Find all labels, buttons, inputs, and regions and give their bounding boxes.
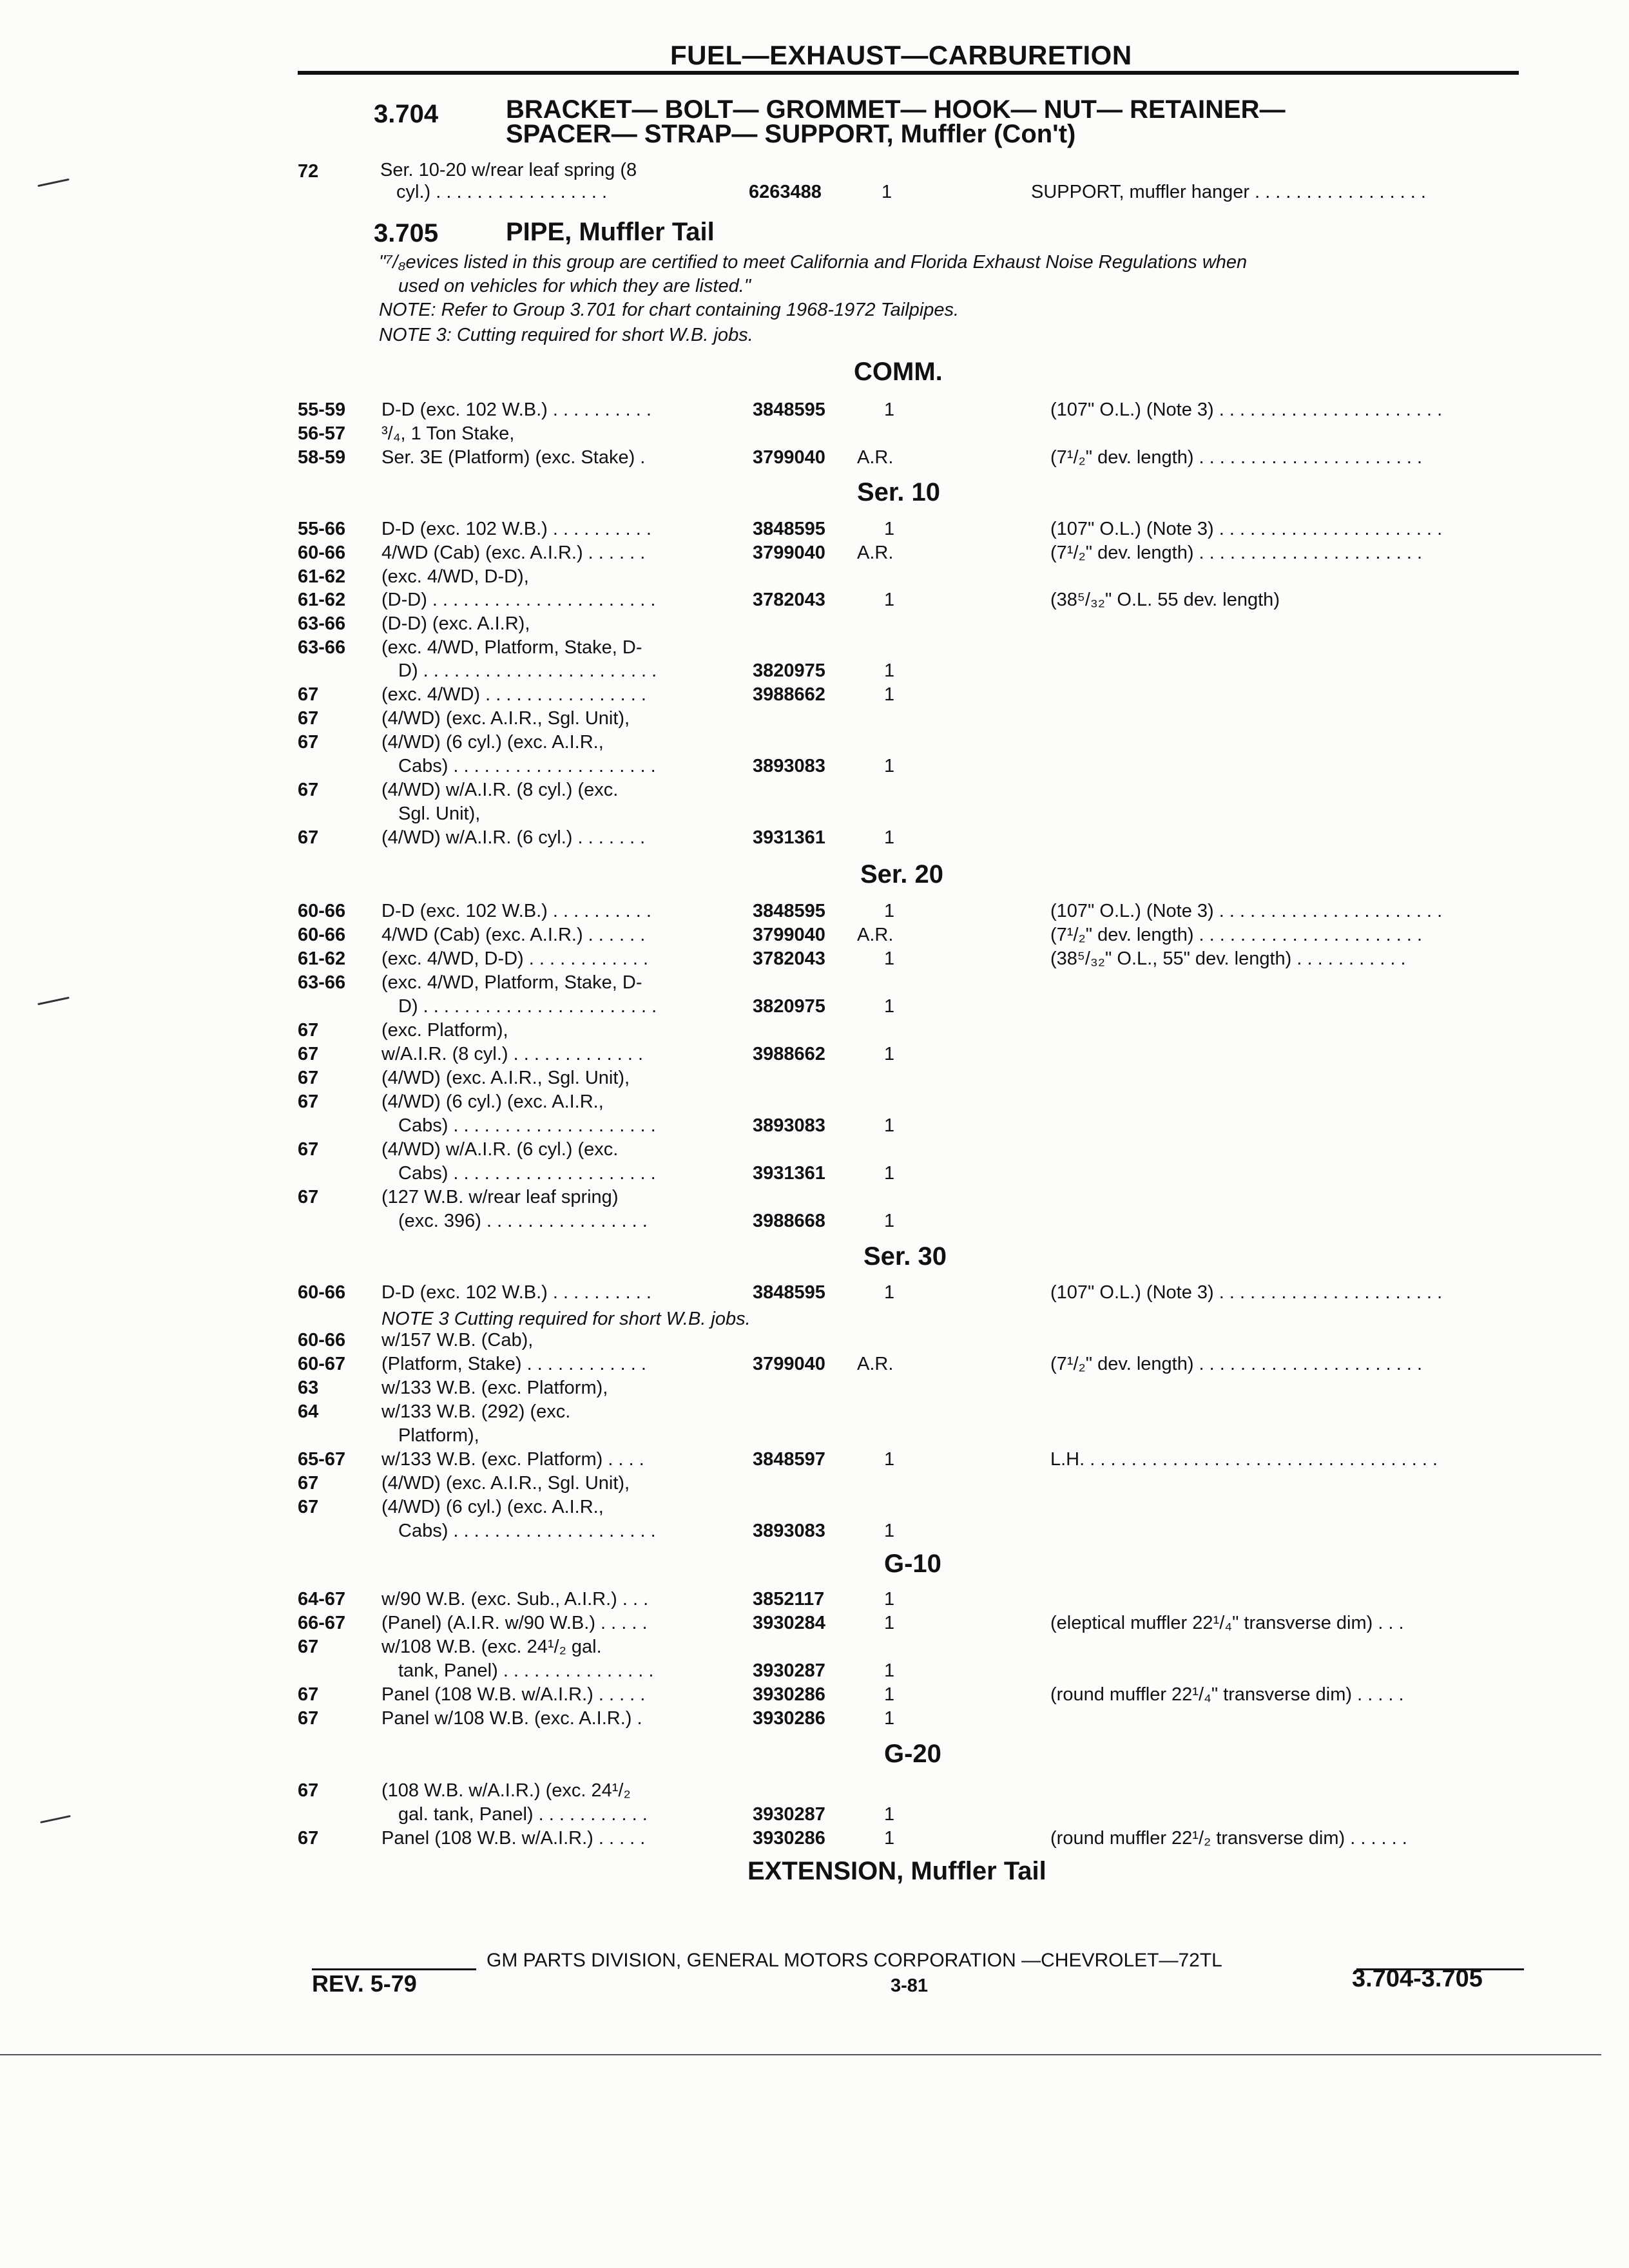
group-heading-comm: COMM. bbox=[854, 358, 943, 386]
row-quantity: 1 bbox=[884, 684, 895, 705]
row-description: w/133 W.B. (292) (exc. bbox=[381, 1401, 571, 1422]
row-quantity: 1 bbox=[884, 1115, 895, 1136]
scan-mark bbox=[40, 1815, 71, 1823]
row-year: 63-66 bbox=[298, 613, 346, 634]
row-year: 60-66 bbox=[298, 901, 346, 921]
row-quantity: A.R. bbox=[857, 447, 894, 468]
row-part-number: 3930286 bbox=[753, 1708, 825, 1729]
row-year: 67 bbox=[298, 1020, 319, 1041]
row-description: Cabs) . . . . . . . . . . . . . . . . . . . . bbox=[398, 1521, 656, 1541]
row-part-number: 3799040 bbox=[753, 925, 825, 945]
row-description: Sgl. Unit), bbox=[398, 803, 481, 824]
row-year: 60-66 bbox=[298, 543, 346, 563]
row-description: (4/WD) (exc. A.I.R., Sgl. Unit), bbox=[381, 708, 630, 729]
row-description: (exc. 4/WD, Platform, Stake, D- bbox=[381, 637, 642, 658]
row-year: 67 bbox=[298, 1139, 319, 1160]
row-part-number: 3848595 bbox=[753, 399, 825, 420]
section-note: NOTE: Refer to Group 3.701 for chart containing 1968-1972 Tailpipes. bbox=[379, 300, 959, 320]
row-description: (4/WD) (6 cyl.) (exc. A.I.R., bbox=[381, 1497, 604, 1517]
row-description: D) . . . . . . . . . . . . . . . . . . . . . . . bbox=[398, 996, 657, 1017]
footer-revision: REV. 5-79 bbox=[312, 1970, 417, 1997]
row-year: 67 bbox=[298, 684, 319, 705]
row-part-number: 3893083 bbox=[753, 756, 825, 776]
row-quantity: 1 bbox=[884, 996, 895, 1017]
row-description: Ser. 3E (Platform) (exc. Stake) . bbox=[381, 447, 646, 468]
section-note: NOTE 3: Cutting required for short W.B. jobs. bbox=[379, 325, 753, 345]
row-quantity: 1 bbox=[884, 1613, 895, 1633]
row-year: 67 bbox=[298, 827, 319, 848]
row-part-number: 3930286 bbox=[753, 1684, 825, 1705]
row-description: NOTE 3 Cutting required for short W.B. jobs. bbox=[381, 1309, 751, 1329]
row-year: 66-67 bbox=[298, 1613, 346, 1633]
row-year: 60-66 bbox=[298, 1330, 346, 1350]
row-part-number: 3799040 bbox=[753, 447, 825, 468]
row-part-number: 3988662 bbox=[753, 1044, 825, 1064]
row-description: 4/WD (Cab) (exc. A.I.R.) . . . . . . bbox=[381, 543, 646, 563]
row-description-cont: cyl.) . . . . . . . . . . . . . . . . . bbox=[396, 182, 608, 202]
row-year: 65-67 bbox=[298, 1449, 346, 1470]
row-description: D-D (exc. 102 W.B.) . . . . . . . . . . bbox=[381, 399, 651, 420]
row-part-number: 3988668 bbox=[753, 1211, 825, 1231]
row-year: 67 bbox=[298, 1497, 319, 1517]
row-quantity: A.R. bbox=[857, 543, 894, 563]
row-part-number: 3848597 bbox=[753, 1449, 825, 1470]
row-part-number: 3848595 bbox=[753, 1282, 825, 1303]
row-description: w/157 W.B. (Cab), bbox=[381, 1330, 534, 1350]
row-description: Platform), bbox=[398, 1425, 479, 1446]
row-description: D-D (exc. 102 W.B.) . . . . . . . . . . bbox=[381, 519, 651, 539]
row-description: Panel (108 W.B. w/A.I.R.) . . . . . bbox=[381, 1684, 646, 1705]
row-year: 67 bbox=[298, 1187, 319, 1207]
row-description: (4/WD) (6 cyl.) (exc. A.I.R., bbox=[381, 1091, 604, 1112]
row-year: 67 bbox=[298, 1637, 319, 1657]
row-description: Cabs) . . . . . . . . . . . . . . . . . . . . bbox=[398, 1163, 656, 1184]
row-quantity: 1 bbox=[884, 948, 895, 969]
row-year: 55-59 bbox=[298, 399, 346, 420]
row-year: 63-66 bbox=[298, 972, 346, 993]
row-part-number: 3931361 bbox=[753, 827, 825, 848]
row-year: 61-62 bbox=[298, 590, 346, 610]
row-quantity: 1 bbox=[884, 399, 895, 420]
footer-company: GM PARTS DIVISION, GENERAL MOTORS CORPORATION —CHEVROLET—72TL bbox=[487, 1950, 1222, 1971]
row-year: 55-66 bbox=[298, 519, 346, 539]
scan-mark bbox=[37, 997, 70, 1005]
row-quantity: 1 bbox=[884, 1282, 895, 1303]
row-description: (exc. Platform), bbox=[381, 1020, 508, 1041]
header-rule bbox=[298, 71, 1519, 75]
row-remark: (7¹/₂" dev. length) . . . . . . . . . . . . . . . . . . . . . . bbox=[1050, 1354, 1423, 1374]
row-quantity: 1 bbox=[884, 1449, 895, 1470]
row-description: Cabs) . . . . . . . . . . . . . . . . . . . . bbox=[398, 756, 656, 776]
row-description: D-D (exc. 102 W.B.) . . . . . . . . . . bbox=[381, 1282, 651, 1303]
row-year: 72 bbox=[298, 161, 319, 182]
row-part-number: 3930287 bbox=[753, 1660, 825, 1681]
row-remark: (eleptical muffler 22¹/₄" transverse dim) . . . bbox=[1050, 1613, 1404, 1633]
row-description: (108 W.B. w/A.I.R.) (exc. 24¹/₂ bbox=[381, 1780, 631, 1801]
row-year: 60-66 bbox=[298, 925, 346, 945]
row-description: w/90 W.B. (exc. Sub., A.I.R.) . . . bbox=[381, 1589, 649, 1610]
row-year: 67 bbox=[298, 1091, 319, 1112]
row-quantity: 1 bbox=[884, 756, 895, 776]
row-description: Ser. 10-20 w/rear leaf spring (8 bbox=[380, 160, 637, 180]
section-number-3704: 3.704 bbox=[374, 100, 439, 128]
row-quantity: 1 bbox=[884, 519, 895, 539]
group-heading-g10: G-10 bbox=[884, 1550, 941, 1578]
row-part-number: 3931361 bbox=[753, 1163, 825, 1184]
row-part-number: 3930284 bbox=[753, 1613, 825, 1633]
row-year: 67 bbox=[298, 1684, 319, 1705]
row-description: Panel (108 W.B. w/A.I.R.) . . . . . bbox=[381, 1828, 646, 1849]
row-quantity: A.R. bbox=[857, 925, 894, 945]
row-description: (4/WD) (exc. A.I.R., Sgl. Unit), bbox=[381, 1068, 630, 1088]
footer-section-ref: 3.704-3.705 bbox=[1352, 1965, 1483, 1992]
row-description: D-D (exc. 102 W.B.) . . . . . . . . . . bbox=[381, 901, 651, 921]
row-description: w/108 W.B. (exc. 24¹/₂ gal. bbox=[381, 1637, 602, 1657]
scan-bottom-line bbox=[0, 2054, 1601, 2055]
row-part-number: 3988662 bbox=[753, 684, 825, 705]
row-description: D) . . . . . . . . . . . . . . . . . . . . . . . bbox=[398, 660, 657, 681]
row-description: (exc. 4/WD) . . . . . . . . . . . . . . . . bbox=[381, 684, 646, 705]
row-part-number: 3799040 bbox=[753, 1354, 825, 1374]
row-year: 67 bbox=[298, 1068, 319, 1088]
row-quantity: 1 bbox=[884, 1804, 895, 1825]
row-description: (Panel) (A.I.R. w/90 W.B.) . . . . . bbox=[381, 1613, 648, 1633]
row-part-number: 3852117 bbox=[753, 1589, 825, 1610]
row-quantity: A.R. bbox=[857, 1354, 894, 1374]
row-year: 58-59 bbox=[298, 447, 346, 468]
row-description: 4/WD (Cab) (exc. A.I.R.) . . . . . . bbox=[381, 925, 646, 945]
row-year: 67 bbox=[298, 1780, 319, 1801]
row-quantity: 1 bbox=[884, 1660, 895, 1681]
row-year: 61-62 bbox=[298, 566, 346, 587]
row-quantity: 1 bbox=[884, 1211, 895, 1231]
row-quantity: 1 bbox=[884, 1163, 895, 1184]
section-title-3704-line1: BRACKET— BOLT— GROMMET— HOOK— NUT— RETAINER— bbox=[506, 95, 1286, 124]
row-quantity: 1 bbox=[884, 1828, 895, 1849]
row-part-number: 3848595 bbox=[753, 901, 825, 921]
row-remark: L.H. . . . . . . . . . . . . . . . . . . . . . . . . . . . . . . . . . . bbox=[1050, 1449, 1438, 1470]
row-quantity: 1 bbox=[884, 660, 895, 681]
row-quantity: 1 bbox=[884, 590, 895, 610]
row-description: ³/₄, 1 Ton Stake, bbox=[381, 423, 515, 444]
row-description: tank, Panel) . . . . . . . . . . . . . . . bbox=[398, 1660, 654, 1681]
row-part-number: 3930286 bbox=[753, 1828, 825, 1849]
row-remark: (38⁵/₃₂" O.L. 55 dev. length) bbox=[1050, 590, 1280, 610]
footer-page-number: 3-81 bbox=[891, 1975, 929, 1996]
row-quantity: 1 bbox=[884, 1521, 895, 1541]
row-part-number: 3930287 bbox=[753, 1804, 825, 1825]
row-year: 61-62 bbox=[298, 948, 346, 969]
row-part-number: 6263488 bbox=[749, 182, 822, 202]
group-heading-ser30: Ser. 30 bbox=[863, 1242, 947, 1271]
row-part-number: 3782043 bbox=[753, 948, 825, 969]
row-year: 67 bbox=[298, 1708, 319, 1729]
group-heading-ser20: Ser. 20 bbox=[860, 860, 944, 889]
row-year: 63-66 bbox=[298, 637, 346, 658]
page-header-title: FUEL—EXHAUST—CARBURETION bbox=[670, 40, 1132, 70]
row-remark: (107" O.L.) (Note 3) . . . . . . . . . . . . . . . . . . . . . . bbox=[1050, 519, 1443, 539]
row-remark: (7¹/₂" dev. length) . . . . . . . . . . . . . . . . . . . . . . bbox=[1050, 543, 1423, 563]
row-year: 56-57 bbox=[298, 423, 346, 444]
row-description: w/A.I.R. (8 cyl.) . . . . . . . . . . . . . bbox=[381, 1044, 644, 1064]
row-remark: (107" O.L.) (Note 3) . . . . . . . . . . . . . . . . . . . . . . bbox=[1050, 399, 1443, 420]
section-title-3704-line2: SPACER— STRAP— SUPPORT, Muffler (Con't) bbox=[506, 120, 1076, 148]
row-remark: (7¹/₂" dev. length) . . . . . . . . . . . . . . . . . . . . . . bbox=[1050, 925, 1423, 945]
row-quantity: 1 bbox=[882, 182, 892, 202]
row-year: 64 bbox=[298, 1401, 319, 1422]
row-remark: (107" O.L.) (Note 3) . . . . . . . . . . . . . . . . . . . . . . bbox=[1050, 1282, 1443, 1303]
row-year: 64-67 bbox=[298, 1589, 346, 1610]
row-quantity: 1 bbox=[884, 1589, 895, 1610]
row-part-number: 3820975 bbox=[753, 996, 825, 1017]
row-remark: (38⁵/₃₂" O.L., 55" dev. length) . . . . . . . . . . . bbox=[1050, 948, 1406, 969]
row-description: (4/WD) w/A.I.R. (6 cyl.) . . . . . . . bbox=[381, 827, 646, 848]
row-year: 67 bbox=[298, 732, 319, 753]
section-title-3705: PIPE, Muffler Tail bbox=[506, 218, 715, 246]
row-remark: (round muffler 22¹/₄" transverse dim) . . . . . bbox=[1050, 1684, 1404, 1705]
row-description: w/133 W.B. (exc. Platform) . . . . bbox=[381, 1449, 644, 1470]
row-remark: (round muffler 22¹/₂ transverse dim) . . . . . . bbox=[1050, 1828, 1407, 1849]
row-description: (exc. 4/WD, Platform, Stake, D- bbox=[381, 972, 642, 993]
row-description: (4/WD) w/A.I.R. (6 cyl.) (exc. bbox=[381, 1139, 619, 1160]
section-note: "⁷/₈evices listed in this group are certified to meet California and Florida Exhaust Noise Regulations when bbox=[379, 252, 1248, 273]
row-part-number: 3893083 bbox=[753, 1521, 825, 1541]
scan-mark bbox=[37, 178, 70, 187]
row-quantity: 1 bbox=[884, 827, 895, 848]
row-description: (4/WD) (exc. A.I.R., Sgl. Unit), bbox=[381, 1473, 630, 1494]
row-year: 67 bbox=[298, 1828, 319, 1849]
row-year: 67 bbox=[298, 780, 319, 800]
section-note: used on vehicles for which they are listed." bbox=[398, 276, 751, 296]
row-description: (exc. 4/WD, D-D) . . . . . . . . . . . . bbox=[381, 948, 649, 969]
row-description: gal. tank, Panel) . . . . . . . . . . . bbox=[398, 1804, 648, 1825]
row-description: (4/WD) w/A.I.R. (8 cyl.) (exc. bbox=[381, 780, 619, 800]
section-number-3705: 3.705 bbox=[374, 219, 439, 247]
row-quantity: 1 bbox=[884, 901, 895, 921]
row-year: 67 bbox=[298, 708, 319, 729]
row-year: 60-66 bbox=[298, 1282, 346, 1303]
row-description: Panel w/108 W.B. (exc. A.I.R.) . bbox=[381, 1708, 642, 1729]
row-remark: (7¹/₂" dev. length) . . . . . . . . . . . . . . . . . . . . . . bbox=[1050, 447, 1423, 468]
row-year: 63 bbox=[298, 1378, 319, 1398]
row-quantity: 1 bbox=[884, 1708, 895, 1729]
row-part-number: 3893083 bbox=[753, 1115, 825, 1136]
row-description: Cabs) . . . . . . . . . . . . . . . . . . . . bbox=[398, 1115, 656, 1136]
row-remark: SUPPORT, muffler hanger . . . . . . . . . . . . . . . . . bbox=[1031, 182, 1426, 202]
row-part-number: 3848595 bbox=[753, 519, 825, 539]
row-year: 67 bbox=[298, 1044, 319, 1064]
row-description: (exc. 4/WD, D-D), bbox=[381, 566, 529, 587]
row-description: (D-D) (exc. A.I.R), bbox=[381, 613, 530, 634]
group-heading-extension: EXTENSION, Muffler Tail bbox=[747, 1857, 1046, 1885]
row-description: w/133 W.B. (exc. Platform), bbox=[381, 1378, 608, 1398]
row-description: (4/WD) (6 cyl.) (exc. A.I.R., bbox=[381, 732, 604, 753]
row-year: 60-67 bbox=[298, 1354, 346, 1374]
row-quantity: 1 bbox=[884, 1684, 895, 1705]
row-description: (Platform, Stake) . . . . . . . . . . . . bbox=[381, 1354, 646, 1374]
row-description: (exc. 396) . . . . . . . . . . . . . . . . bbox=[398, 1211, 648, 1231]
group-heading-ser10: Ser. 10 bbox=[857, 478, 941, 506]
row-quantity: 1 bbox=[884, 1044, 895, 1064]
row-description: (D-D) . . . . . . . . . . . . . . . . . . . . . . bbox=[381, 590, 656, 610]
row-year: 67 bbox=[298, 1473, 319, 1494]
row-part-number: 3799040 bbox=[753, 543, 825, 563]
row-part-number: 3820975 bbox=[753, 660, 825, 681]
row-remark: (107" O.L.) (Note 3) . . . . . . . . . . . . . . . . . . . . . . bbox=[1050, 901, 1443, 921]
group-heading-g20: G-20 bbox=[884, 1740, 941, 1768]
row-description: (127 W.B. w/rear leaf spring) bbox=[381, 1187, 619, 1207]
row-part-number: 3782043 bbox=[753, 590, 825, 610]
